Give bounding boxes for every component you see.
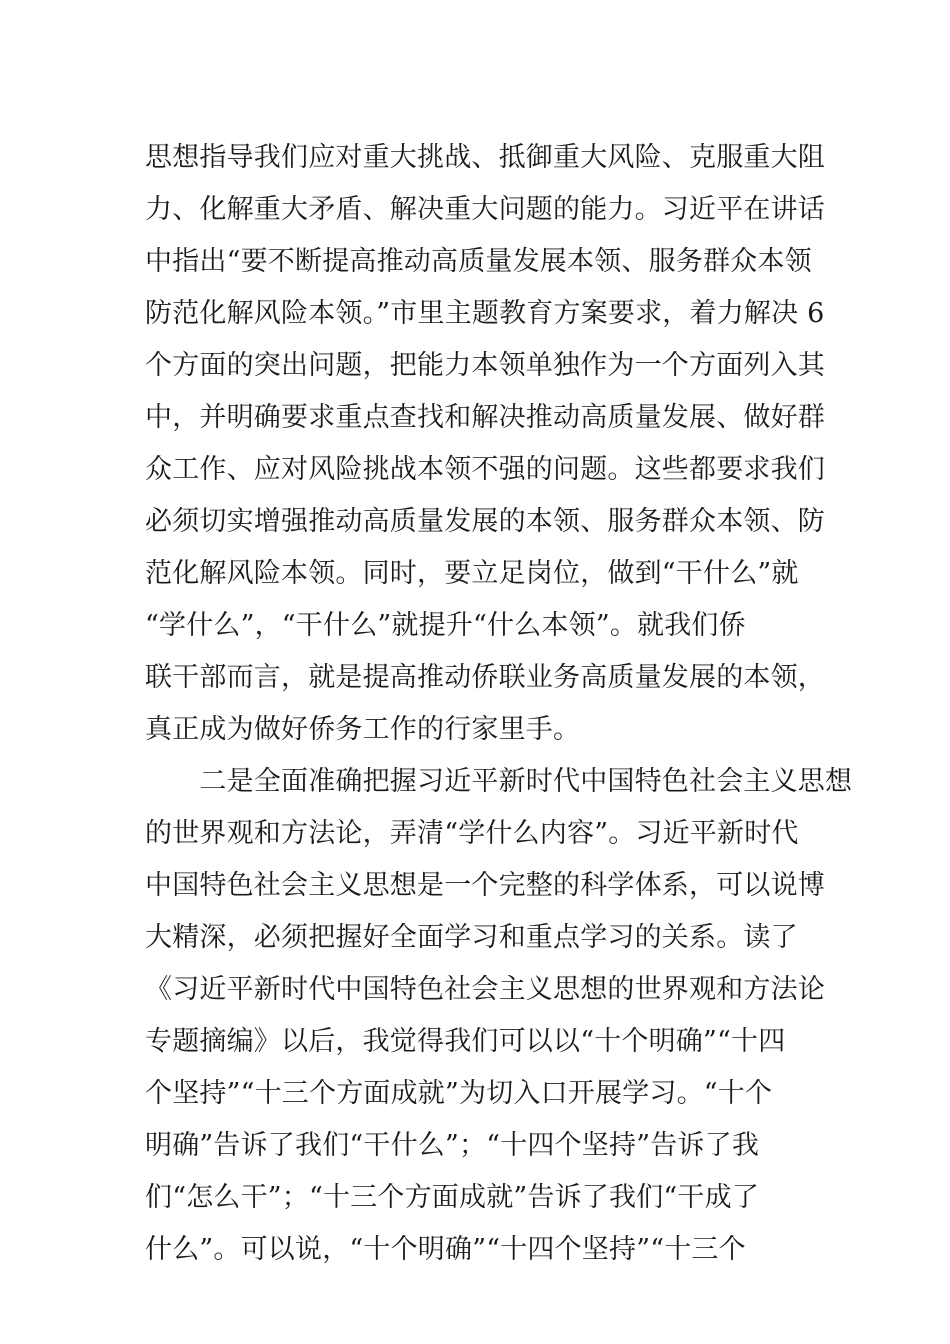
text-line: 大精深，必须把握好全面学习和重点学习的关系。读了 — [145, 922, 798, 953]
text-line: 防范化解风险本领。”市里主题教育方案要求，着力解决 6 — [145, 298, 825, 329]
body-text — [145, 132, 853, 1276]
text-line: 的世界观和方法论，弄清“学什么内容”。习近平新时代 — [145, 818, 799, 849]
text-line: 《习近平新时代中国特色社会主义思想的世界观和方法论 — [145, 974, 825, 1005]
text-line: 什么”。可以说，“十个明确”“十四个坚持”“十三个 — [145, 1234, 746, 1265]
text-line: 们“怎么干”；“十三个方面成就”告诉了我们“干成了 — [145, 1182, 760, 1213]
paragraph-start-line: 二是全面准确把握习近平新时代中国特色社会主义思想 — [145, 766, 853, 797]
text-line: 范化解风险本领。同时，要立足岗位，做到“干什么”就 — [145, 558, 799, 589]
text-line: 明确”告诉了我们“干什么”；“十四个坚持”告诉了我 — [145, 1130, 760, 1161]
text-line: 中国特色社会主义思想是一个完整的科学体系，可以说博 — [145, 870, 825, 901]
text-line: 联干部而言，就是提高推动侨联业务高质量发展的本领， — [145, 662, 825, 693]
text-line: 思想指导我们应对重大挑战、抵御重大风险、克服重大阻 — [145, 142, 825, 173]
text-line: “学什么”，“干什么”就提升“什么本领”。就我们侨 — [145, 610, 746, 641]
text-line: 必须切实增强推动高质量发展的本领、服务群众本领、防 — [145, 506, 825, 537]
text-line: 个坚持”“十三个方面成就”为切入口开展学习。“十个 — [145, 1078, 773, 1109]
text-line: 力、化解重大矛盾、解决重大问题的能力。习近平在讲话 — [145, 194, 825, 225]
text-line: 个方面的突出问题，把能力本领单独作为一个方面列入其 — [145, 350, 825, 381]
text-line: 众工作、应对风险挑战本领不强的问题。这些都要求我们 — [145, 454, 825, 485]
text-line: 中，并明确要求重点查找和解决推动高质量发展、做好群 — [145, 402, 825, 433]
text-line: 中指出“要不断提高推动高质量发展本领、服务群众本领 — [145, 246, 812, 277]
text-line: 真正成为做好侨务工作的行家里手。 — [145, 714, 581, 745]
text-line: 专题摘编》以后，我觉得我们可以以“十个明确”“十四 — [145, 1026, 786, 1057]
